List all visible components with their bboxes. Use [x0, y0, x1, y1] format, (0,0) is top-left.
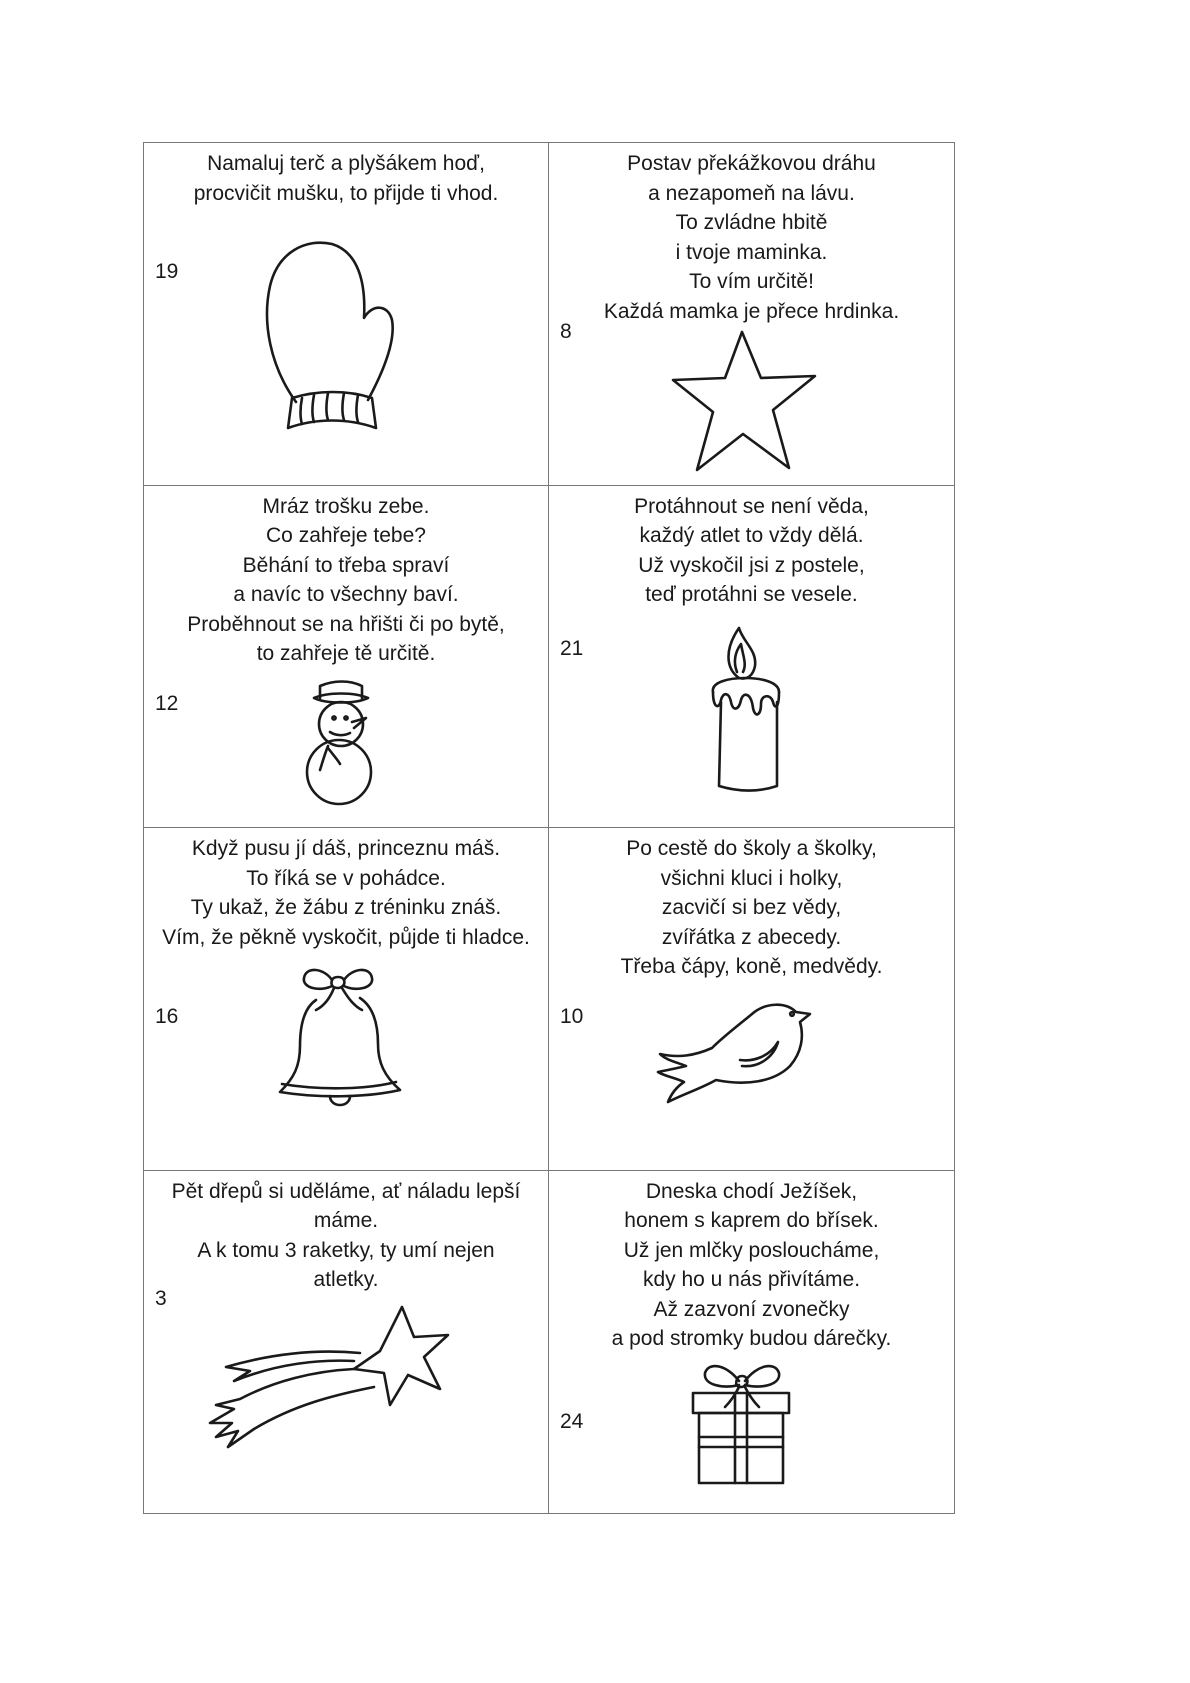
card-poem — [152, 492, 540, 669]
poem-line: zacvičí si bez vědy, — [661, 896, 842, 919]
card-poem — [152, 834, 540, 952]
poem-line: honem s kaprem do břísek. — [624, 1209, 879, 1232]
card-number: 10 — [560, 1005, 584, 1028]
snowman-icon — [294, 676, 384, 806]
poem-line: teď protáhni se vesele. — [645, 583, 858, 606]
poem-line: Protáhnout se není věda, — [634, 494, 869, 518]
card-poem — [557, 492, 946, 610]
card-21 — [549, 486, 954, 829]
poem-line: Vím, že pěkně vyskočit, půjde ti hladce. — [162, 925, 530, 949]
poem-line: i tvoje maminka. — [675, 240, 828, 264]
poem-line: zvířátka z abecedy. — [661, 925, 842, 949]
poem-line: atletky. — [313, 1268, 379, 1291]
poem-line: každý atlet to vždy dělá. — [639, 524, 864, 547]
poem-line: Postav překážkovou dráhu — [627, 152, 876, 175]
card-8 — [549, 143, 954, 486]
poem-line: a nezapomeň na lávu. — [648, 181, 855, 205]
poem-line: To vím určitě! — [689, 270, 814, 293]
card-10 — [549, 828, 954, 1171]
poem-line: Když pusu jí dáš, princeznu máš. — [191, 837, 501, 860]
poem-line: Ty ukaž, že žábu z tréninku znáš. — [190, 896, 502, 919]
poem-line: Pět dřepů si uděláme, ať náladu lepší — [171, 1179, 521, 1203]
poem-line: Proběhnout se na hřišti či po bytě, — [187, 612, 505, 636]
poem-line: a pod stromky budou dárečky. — [611, 1327, 892, 1350]
poem-line: Až zazvoní zvonečky — [653, 1297, 850, 1321]
card-number: 21 — [560, 636, 584, 660]
card-poem — [557, 834, 946, 982]
poem-line: To říká se v pohádce. — [246, 866, 446, 890]
advent-card-grid — [143, 142, 955, 1514]
poem-line: všichni kluci i holky, — [660, 866, 843, 890]
poem-line: kdy ho u nás přivítáme. — [642, 1268, 861, 1291]
bell-icon — [274, 966, 409, 1116]
candle-icon — [699, 622, 789, 798]
bird-icon — [654, 996, 824, 1106]
card-number: 8 — [560, 320, 572, 343]
poem-line: procvičit mušku, to přijde ti vhod. — [193, 181, 499, 205]
poem-line: a navíc to všechny baví. — [233, 583, 459, 606]
card-poem — [557, 149, 946, 326]
poem-line: Co zahřeje tebe? — [266, 524, 426, 547]
card-number: 19 — [155, 260, 179, 283]
poem-line: A k tomu 3 raketky, ty umí nejen — [197, 1238, 495, 1262]
poem-line: máme. — [313, 1209, 379, 1232]
card-number: 3 — [155, 1286, 167, 1310]
poem-line: Namaluj terč a plyšákem hoď, — [207, 152, 485, 175]
poem-line: Už jen mlčky posloucháme, — [623, 1238, 880, 1262]
card-number: 12 — [155, 691, 179, 715]
card-24 — [549, 1171, 954, 1514]
poem-line: Po cestě do školy a školky, — [626, 837, 877, 860]
card-number: 16 — [155, 1005, 179, 1028]
poem-line: Každá mamka je přece hrdinka. — [603, 299, 900, 323]
poem-line: Běhání to třeba spraví — [242, 553, 450, 577]
card-poem — [152, 1177, 540, 1295]
poem-line: to zahřeje tě určitě. — [256, 642, 436, 665]
card-12 — [144, 486, 549, 829]
poem-line: Dneska chodí Ježíšek, — [645, 1179, 858, 1203]
card-number: 24 — [560, 1409, 584, 1433]
card-poem — [152, 149, 540, 208]
poem-line: Třeba čápy, koně, medvědy. — [620, 955, 883, 978]
mitten-icon — [256, 238, 398, 438]
poem-line: Už vyskočil jsi z postele, — [638, 553, 865, 577]
star-icon — [669, 328, 819, 474]
card-3 — [144, 1171, 549, 1514]
card-poem — [557, 1177, 946, 1354]
gift-icon — [687, 1359, 797, 1489]
card-16 — [144, 828, 549, 1171]
poem-line: Mráz trošku zebe. — [262, 494, 430, 518]
card-19 — [144, 143, 549, 486]
poem-line: To zvládne hbitě — [675, 211, 828, 234]
shooting-star-icon — [204, 1301, 464, 1451]
